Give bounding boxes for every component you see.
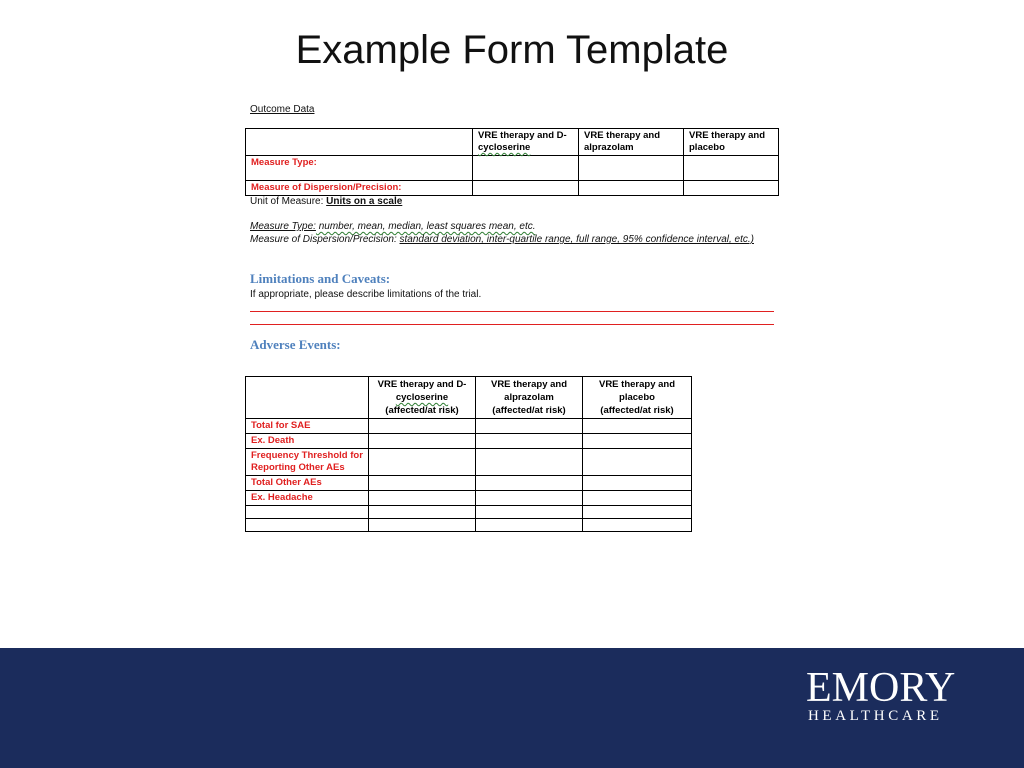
ae-cell[interactable] bbox=[583, 434, 692, 449]
ae-cell[interactable] bbox=[583, 419, 692, 434]
ae-cell[interactable] bbox=[369, 491, 476, 506]
limitations-input-line[interactable] bbox=[250, 311, 774, 312]
measure-type-cell[interactable] bbox=[684, 156, 779, 181]
ae-cell[interactable] bbox=[369, 519, 476, 532]
dispersion-note: Measure of Dispersion/Precision: standard deviation, inter-quartile range, full range, 95% confidence interval, etc.) bbox=[250, 234, 754, 245]
unit-of-measure: Unit of Measure: Units on a scale bbox=[250, 196, 403, 207]
outcome-col-dcycloserine: VRE therapy and D- cycloserine bbox=[473, 129, 579, 156]
ae-col-dcycloserine: VRE therapy and D- cycloserine (affected/at risk) bbox=[369, 377, 476, 419]
measure-dispersion-label: Measure of Dispersion/Precision: bbox=[246, 181, 473, 196]
measure-dispersion-cell[interactable] bbox=[684, 181, 779, 196]
ae-col-alprazolam: VRE therapy and alprazolam (affected/at risk) bbox=[476, 377, 583, 419]
ae-row-label: Ex. Headache bbox=[246, 491, 369, 506]
outcome-col-placebo: VRE therapy and placebo bbox=[684, 129, 779, 156]
ae-row-label: Total for SAE bbox=[246, 419, 369, 434]
page-title: Example Form Template bbox=[295, 28, 729, 72]
ae-cell[interactable] bbox=[476, 434, 583, 449]
ae-header-empty bbox=[246, 377, 369, 419]
ae-cell[interactable] bbox=[369, 419, 476, 434]
adverse-events-heading: Adverse Events: bbox=[250, 337, 341, 352]
ae-cell[interactable] bbox=[369, 449, 476, 476]
measure-type-label: Measure Type: bbox=[246, 156, 473, 181]
emory-logo: EMORY bbox=[806, 665, 956, 711]
ae-row-label: Ex. Death bbox=[246, 434, 369, 449]
ae-cell[interactable] bbox=[476, 419, 583, 434]
ae-row-label-empty[interactable] bbox=[246, 519, 369, 532]
ae-row-label: Frequency Threshold for Reporting Other AEs bbox=[246, 449, 369, 476]
ae-row-label-empty[interactable] bbox=[246, 506, 369, 519]
limitations-description: If appropriate, please describe limitations of the trial. bbox=[250, 289, 482, 300]
measure-type-cell[interactable] bbox=[473, 156, 579, 181]
ae-cell[interactable] bbox=[369, 506, 476, 519]
limitations-input-line[interactable] bbox=[250, 324, 774, 325]
ae-cell[interactable] bbox=[476, 506, 583, 519]
ae-cell[interactable] bbox=[476, 519, 583, 532]
healthcare-logo-text: HEALTHCARE bbox=[808, 708, 943, 724]
ae-row-label: Total Other AEs bbox=[246, 476, 369, 491]
ae-cell[interactable] bbox=[476, 491, 583, 506]
outcome-header-empty bbox=[246, 129, 473, 156]
ae-cell[interactable] bbox=[369, 434, 476, 449]
outcome-table bbox=[245, 128, 779, 196]
ae-col-placebo: VRE therapy and placebo (affected/at risk) bbox=[583, 377, 692, 419]
ae-cell[interactable] bbox=[583, 449, 692, 476]
ae-cell[interactable] bbox=[583, 476, 692, 491]
measure-type-note: Measure Type: number, mean, median, least squares mean, etc. bbox=[250, 221, 536, 232]
adverse-events-table bbox=[245, 376, 692, 532]
ae-cell[interactable] bbox=[369, 476, 476, 491]
measure-dispersion-cell[interactable] bbox=[473, 181, 579, 196]
outcome-section-label: Outcome Data bbox=[250, 104, 315, 115]
ae-cell[interactable] bbox=[583, 519, 692, 532]
measure-dispersion-cell[interactable] bbox=[579, 181, 684, 196]
ae-cell[interactable] bbox=[583, 491, 692, 506]
ae-cell[interactable] bbox=[583, 506, 692, 519]
ae-cell[interactable] bbox=[476, 449, 583, 476]
outcome-col-alprazolam: VRE therapy and alprazolam bbox=[579, 129, 684, 156]
ae-cell[interactable] bbox=[476, 476, 583, 491]
measure-type-cell[interactable] bbox=[579, 156, 684, 181]
limitations-heading: Limitations and Caveats: bbox=[250, 271, 391, 286]
